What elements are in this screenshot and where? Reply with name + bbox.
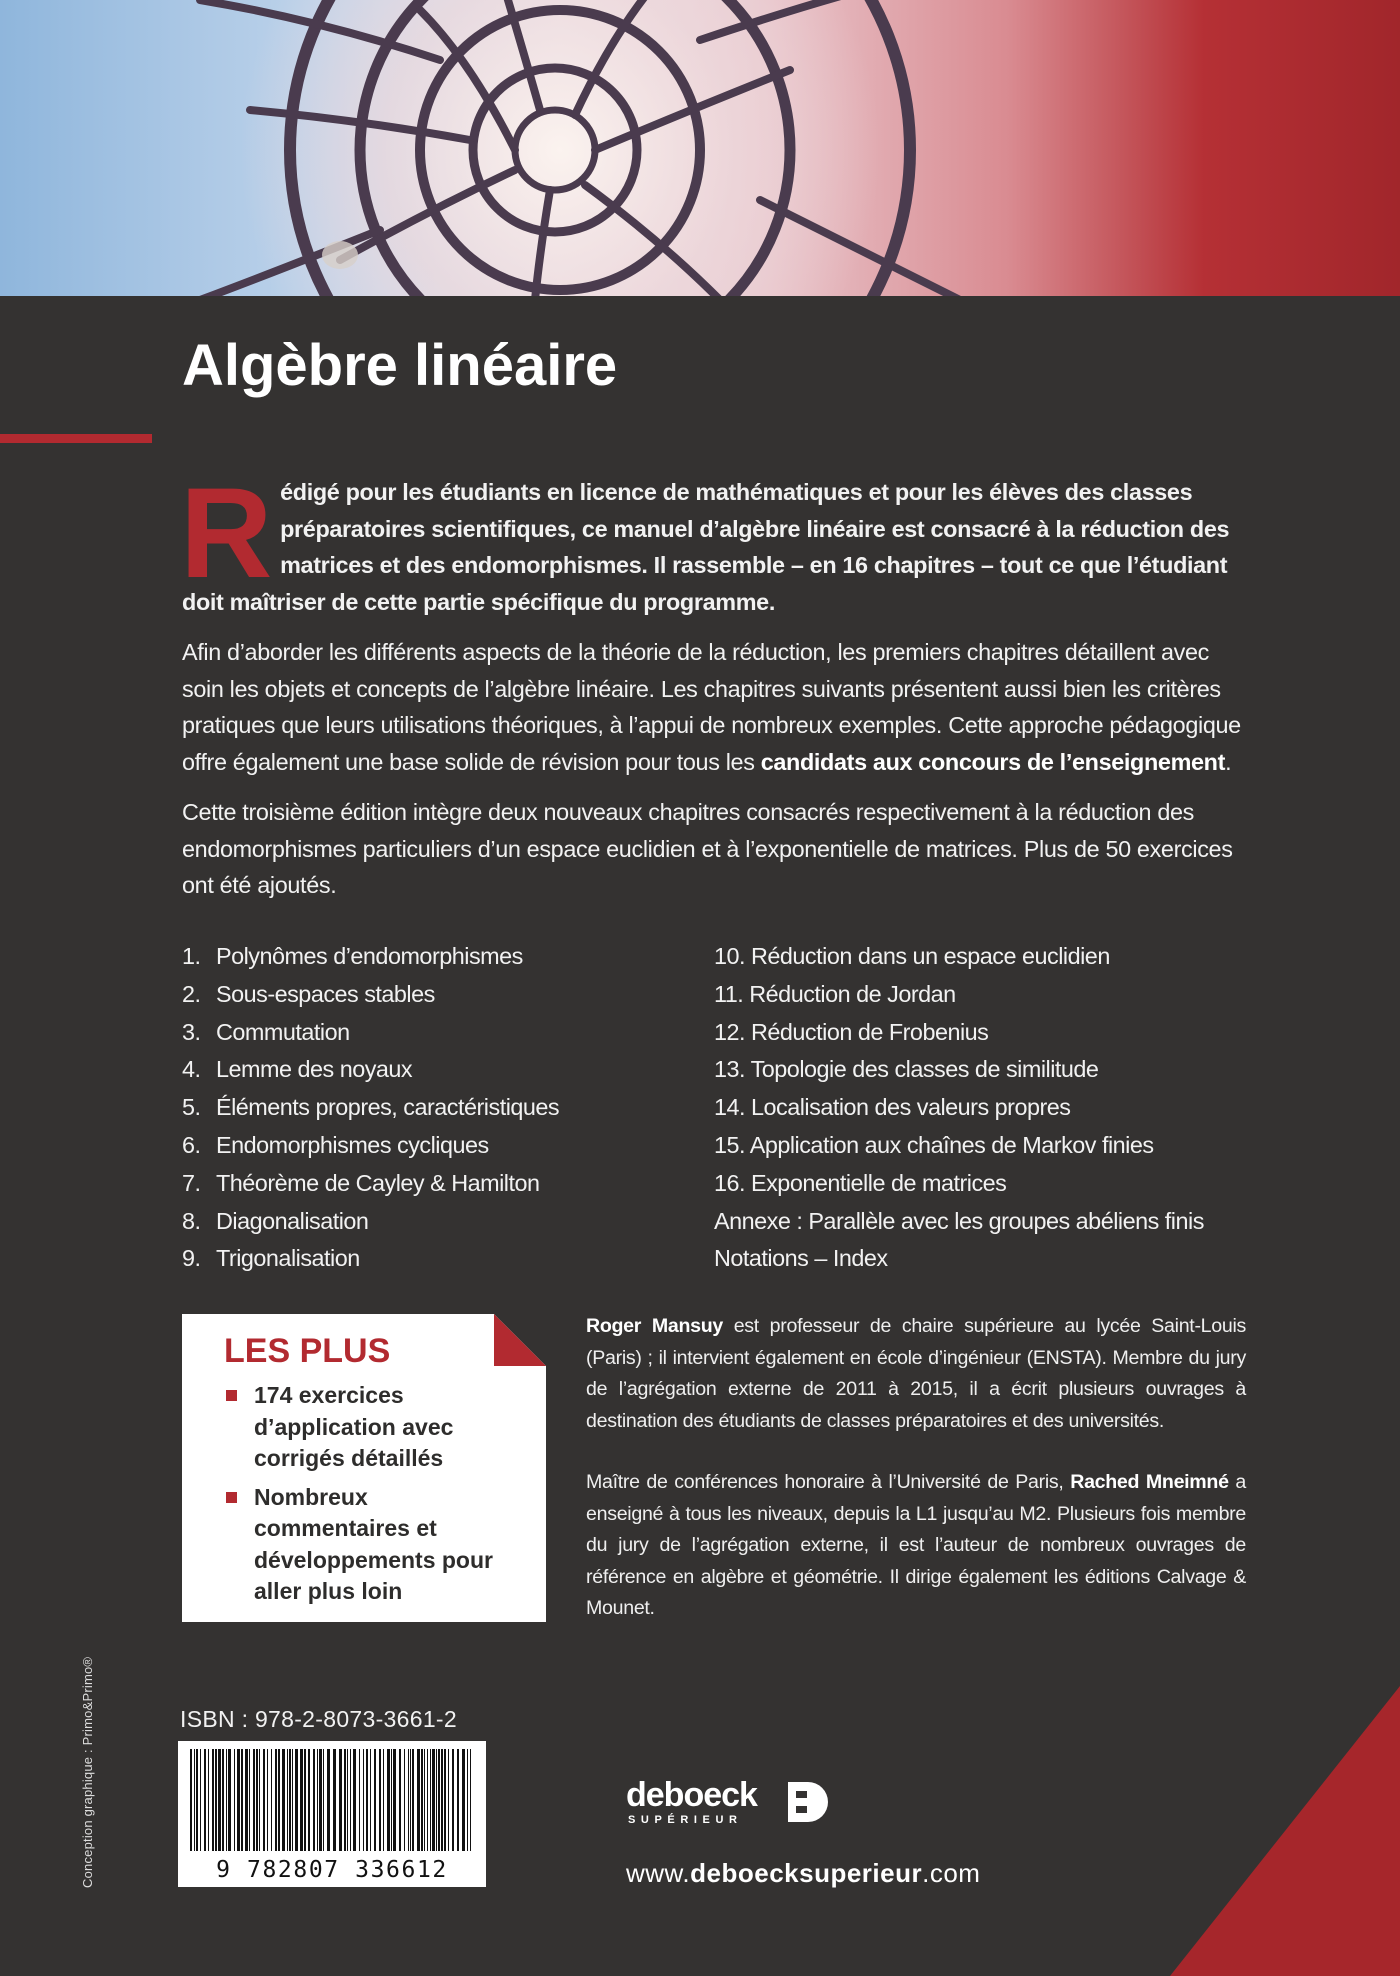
chapter-number: 4. <box>182 1056 201 1083</box>
chapter-item <box>182 1127 682 1165</box>
chapter-list-right <box>714 938 1274 1278</box>
chapter-number: 7. <box>182 1169 201 1196</box>
chapter-number: 3. <box>182 1018 201 1045</box>
chapter-label: Diagonalisation <box>216 1207 369 1234</box>
chapter-item <box>182 1240 682 1278</box>
square-bullet-icon <box>226 1390 237 1401</box>
les-plus-item-text: 174 exercices d’application avec corrigés détaillés <box>254 1382 454 1471</box>
chapter-item: 16. Exponentielle de matrices <box>714 1169 1007 1196</box>
design-credit: Conception graphique : Primo&Primo® <box>80 1656 95 1888</box>
chapter-item: 12. Réduction de Frobenius <box>714 1018 989 1045</box>
paragraph-approach-end: . <box>1225 748 1232 775</box>
chapter-number: 9. <box>182 1245 201 1272</box>
website-prefix: www. <box>626 1858 691 1888</box>
author-name: Roger Mansuy <box>586 1315 723 1337</box>
les-plus-item <box>226 1482 526 1608</box>
author-bio-mansuy <box>586 1311 1246 1437</box>
les-plus-box <box>182 1314 546 1622</box>
website-domain: deboecksuperieur <box>690 1858 923 1888</box>
paragraph-approach <box>182 634 1246 780</box>
chapter-label: Trigonalisation <box>216 1245 360 1272</box>
chapter-item <box>182 1203 682 1241</box>
book-title: Algèbre linéaire <box>182 333 618 398</box>
isbn-barcode <box>178 1741 486 1887</box>
chapter-label: Théorème de Cayley & Hamilton <box>216 1169 540 1196</box>
folded-corner-icon <box>494 1314 546 1366</box>
barcode-digits: 9 782807 336612 <box>216 1857 448 1883</box>
chapter-number: 1. <box>182 943 201 969</box>
lead-text: édigé pour les étudiants en licence de mathématiques et pour les élèves des classes préparatoires scientifiques, ce manuel d’algèbre linéaire est consacré à la réduction des matrices et des endomorphismes. Il rassemble – en 16 chapitres – tout ce que l’étudiant doit maîtriser de cette partie spécifique du programme. <box>182 479 1230 615</box>
chapter-number: 8. <box>182 1207 201 1234</box>
publisher-logo-name: deboeck <box>626 1776 757 1814</box>
chapter-item: 15. Application aux chaînes de Markov finies <box>714 1131 1154 1158</box>
decorative-red-corner <box>1170 1686 1400 1976</box>
author-name: Rached Mneimné <box>1070 1471 1229 1493</box>
paragraph-edition: Cette troisième édition intègre deux nouveaux chapitres consacrés respectivement à la réduction des endomorphismes particuliers d’un espace euclidien et à l’exponentielle de matrices. Plus de 50 exercices ont été ajoutés. <box>182 799 1233 898</box>
description-block <box>180 462 1246 918</box>
publisher-website <box>626 1858 980 1889</box>
chapter-number: 6. <box>182 1131 201 1158</box>
les-plus-title: LES PLUS <box>224 1332 391 1370</box>
les-plus-list <box>226 1380 526 1615</box>
chapter-label: Polynômes d’endomorphismes <box>216 943 523 969</box>
barcode-bars-icon <box>188 1749 476 1851</box>
publisher-d-mark-icon <box>786 1780 830 1824</box>
chapter-item: 13. Topologie des classes de similitude <box>714 1056 1099 1083</box>
chapter-item <box>182 976 682 1014</box>
chapter-label: Éléments propres, caractéristiques <box>216 1094 560 1121</box>
les-plus-item-text: Nombreux commentaires et développements pour aller plus loin <box>254 1483 493 1604</box>
chapter-label: Commutation <box>216 1018 350 1045</box>
paragraph-approach-highlight: candidats aux concours de l’enseignement <box>760 748 1226 775</box>
website-tld: .com <box>922 1858 981 1888</box>
chapter-item <box>182 1014 682 1052</box>
appendix-item: Annexe : Parallèle avec les groupes abéliens finis <box>714 1207 1204 1234</box>
chapter-label: Sous-espaces stables <box>216 980 435 1007</box>
author-bio-text: est professeur de chaire supérieure au lycée Saint-Louis (Paris) ; il intervient également en école d’ingénieur (ENSTA). Membre du jury de l’agrégation externe de 2011 à 2015, il a écrit plusieurs ouvrages à destination des étudiants de classes préparatoires et des universités. <box>586 1315 1247 1432</box>
chapter-list-left <box>182 938 682 1278</box>
chapter-item: 10. Réduction dans un espace euclidien <box>714 943 1110 969</box>
title-accent-rule <box>0 434 152 443</box>
chapter-label: Lemme des noyaux <box>216 1056 413 1083</box>
paragraph-approach-text: Afin d’aborder les différents aspects de la théorie de la réduction, les premiers chapitres détaillent avec soin les objets et concepts de l’algèbre linéaire. Les chapitres suivants présentent aussi bien les critères pratiques que leurs utilisations théoriques, à l’appui de nombreux exemples. Cette approche pédagogique offre également une base solide de révision pour tous les <box>182 639 1241 775</box>
drop-cap: R <box>180 462 273 605</box>
lead-paragraph <box>180 462 1246 620</box>
isbn-label: ISBN : 978-2-8073-3661-2 <box>180 1706 457 1732</box>
chapter-item <box>182 938 682 976</box>
index-item: Notations – Index <box>714 1245 888 1272</box>
chapter-item <box>182 1051 682 1089</box>
author-bio-intro: Maître de conférences honoraire à l’Université de Paris, <box>586 1471 1071 1493</box>
cover-photo-nautilus <box>0 0 1400 296</box>
chapter-item <box>182 1089 682 1127</box>
les-plus-item <box>226 1380 526 1475</box>
chapter-item <box>182 1165 682 1203</box>
author-bio-text: a enseigné à tous les niveaux, depuis la L1 jusqu’au M2. Plusieurs fois membre du jury de l’agrégation externe, il est l’auteur de nombreux ouvrages de référence en algèbre et géométrie. Il dirige également les éditions Calvage & Mounet. <box>586 1471 1246 1619</box>
chapter-item: 14. Localisation des valeurs propres <box>714 1094 1071 1121</box>
chapter-item: 11. Réduction de Jordan <box>714 980 956 1007</box>
chapter-number: 5. <box>182 1094 201 1121</box>
nautilus-shell-illustration <box>0 0 1400 296</box>
author-bio-mneimne <box>586 1467 1246 1625</box>
chapter-label: Endomorphismes cycliques <box>216 1131 489 1158</box>
chapter-number: 2. <box>182 980 201 1007</box>
square-bullet-icon <box>226 1492 237 1503</box>
publisher-logo-sub: SUPÉRIEUR <box>628 1814 743 1826</box>
